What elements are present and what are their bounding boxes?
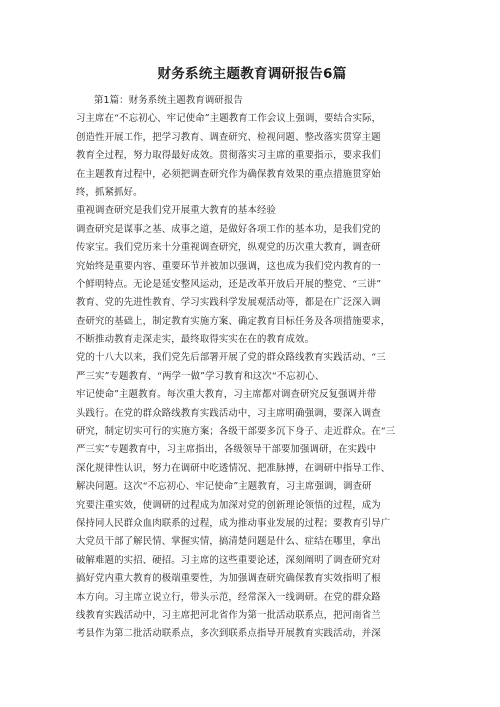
body-text-line: 创造性开展工作，把学习教育、调查研究、检视问题、整改落实贯穿主题 <box>76 131 381 143</box>
body-text-line: 教育、党的先进性教育、学习实践科学发展观活动等，都是在广泛深入调 <box>76 297 381 309</box>
body-text-line: 究始终是重要内容、重要环节并被加以强调，这也成为我们党内教育的一 <box>76 260 381 272</box>
body-text-line: 在主题教育过程中，必须把调查研究作为确保教育效果的重点措施贯穿始 <box>76 168 381 180</box>
body-text-line: 大党员干部了解民情、掌握实情，搞清楚问题是什么、症结在哪里，拿出 <box>76 536 381 548</box>
body-text-line: 严三实”专题教育中，习主席指出，各级领导干部要加强调研，在实践中 <box>76 444 377 456</box>
body-text-line: 考县作为第二批活动联系点，多次到联系点指导开展教育实践活动，并深 <box>76 628 381 640</box>
document-title: 财务系统主题教育调研报告6篇 <box>157 66 347 82</box>
section-heading: 第1篇：财务系统主题教育调研报告 <box>94 95 243 106</box>
document-body <box>76 92 428 644</box>
body-text-line: 传家宝。我们党历来十分重视调查研究，纵观党的历次重大教育，调查研 <box>76 242 381 254</box>
body-text-line: 党的十八大以来，我们党先后部署开展了党的群众路线教育实践活动、“三 <box>76 352 386 364</box>
body-text-line: 终，抓紧抓好。 <box>76 186 143 198</box>
body-text-line: 严三实”专题教育、“两学一做”学习教育和这次“不忘初心、 <box>76 370 325 382</box>
body-text-line: 调查研究是谋事之基、成事之道，是做好各项工作的基本功，是我们党的 <box>76 223 381 235</box>
body-text-line: 保持同人民群众血肉联系的过程，成为推动事业发展的过程；要教育引导广 <box>76 517 391 529</box>
body-text-line: 解决问题。这次“不忘初心、牢记使命”主题教育，习主席强调，调查研 <box>76 481 372 493</box>
body-text-line: 深化规律性认识，努力在调研中吃透情况、把准脉搏，在调研中指导工作、 <box>76 462 391 474</box>
body-text-line: 线教育实践活动中，习主席把河北省作为第一批活动联系点，把河南省兰 <box>76 609 381 621</box>
body-text-line: 牢记使命”主题教育。每次重大教育，习主席都对调查研究反复强调并带 <box>76 389 377 401</box>
body-text-line: 搞好党内重大教育的极端重要性，为加强调查研究确保教育实效指明了根 <box>76 573 381 585</box>
body-text-line: 头践行。在党的群众路线教育实践活动中，习主席明确强调，要深入调查 <box>76 407 381 419</box>
body-text-line: 习主席在“不忘初心、牢记使命”主题教育工作会议上强调，要结合实际， <box>76 113 382 125</box>
body-text-line: 究要注重实效，使调研的过程成为加深对党的创新理论领悟的过程，成为 <box>76 499 381 511</box>
body-text-line: 个鲜明特点。无论是延安整风运动，还是改革开放后开展的整党、“三讲” <box>76 278 382 290</box>
section-heading: 重视调查研究是我们党开展重大教育的基本经验 <box>76 205 277 217</box>
body-text-line: 研究，制定切实可行的实施方案；各级干部要多沉下身子、走近群众。在“三 <box>76 426 396 438</box>
body-text-line: 查研究的基础上，制定教育实施方案、确定教育目标任务及各项措施要求， <box>76 315 391 327</box>
body-text-line: 本方向。习主席立说立行，带头示范，经常深入一线调研。在党的群众路 <box>76 591 381 603</box>
body-text-line: 不断推动教育走深走实，最终取得实实在在的教育成效。 <box>76 334 315 346</box>
body-text-line: 破解难题的实招、硬招。习主席的这些重要论述，深刻阐明了调查研究对 <box>76 554 381 566</box>
body-text-line: 教育全过程，努力取得最好成效。贯彻落实习主席的重要指示，要求我们 <box>76 150 381 162</box>
